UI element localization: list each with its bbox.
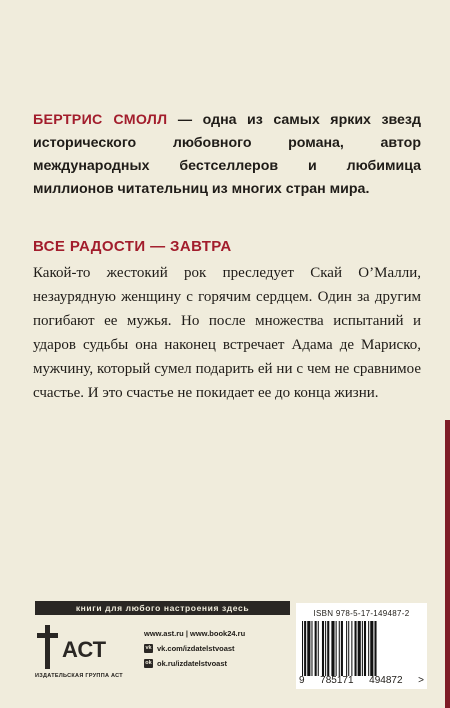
publisher-name: ИЗДАТЕЛЬСКАЯ ГРУППА АСТ bbox=[35, 673, 123, 679]
logo-lettering: АСТ bbox=[62, 637, 107, 662]
book-title: ВСЕ РАДОСТИ — ЗАВТРА bbox=[33, 238, 232, 255]
publisher-links bbox=[144, 627, 292, 672]
website-links[interactable]: www.ast.ru | www.book24.ru bbox=[144, 628, 246, 638]
barcode-stripe bbox=[327, 621, 329, 676]
barcode-stripe bbox=[351, 621, 352, 676]
barcode-stripe bbox=[322, 621, 324, 676]
barcode-stripe bbox=[325, 621, 326, 676]
book-annotation: Какой-то жестокий рок преследует Скай О’Малли, незаурядную женщину с горячим сердцем. Один за другим погибают ее мужья. Но после множества испытаний и ударов судьбы она наконец встречает Адама де Мариско, мужчину, который сумел подарить ей ни с чем не сравнимое счастье. И это счастье не покидает ее до конца жизни. bbox=[33, 265, 421, 401]
barcode-stripe bbox=[355, 621, 357, 676]
publisher-logo bbox=[35, 623, 135, 671]
barcode-stripe bbox=[348, 621, 349, 676]
barcode-stripe bbox=[311, 621, 312, 676]
barcode-stripe bbox=[341, 621, 343, 676]
barcode-digit-group: 9 bbox=[299, 675, 305, 686]
vk-link[interactable]: vk.com/izdatelstvoast bbox=[157, 643, 235, 653]
barcode-digits bbox=[296, 675, 427, 686]
barcode-stripe bbox=[302, 621, 303, 676]
barcode-stripe bbox=[339, 621, 340, 676]
website-row bbox=[144, 627, 292, 639]
barcode-stripe bbox=[331, 621, 334, 676]
ok-icon: ok bbox=[145, 659, 152, 666]
isbn-number: ISBN 978-5-17-149487-2 bbox=[313, 609, 410, 618]
spine-accent-bar bbox=[445, 420, 450, 708]
barcode-stripe bbox=[336, 621, 337, 676]
barcode-stripe bbox=[364, 621, 366, 676]
vk-row bbox=[144, 642, 292, 654]
barcode-stripe bbox=[374, 621, 376, 676]
barcode-stripe bbox=[304, 621, 306, 676]
barcode-digit-group: 494872 bbox=[369, 675, 403, 686]
author-intro bbox=[33, 109, 421, 201]
author-description: — одна из самых ярких звезд исторического любовного романа, автор международных бестселлеров и любимица миллионов читательниц из многих стран мира. bbox=[33, 112, 421, 197]
barcode-stripe bbox=[368, 621, 369, 676]
barcode-stripe bbox=[315, 621, 317, 676]
tagline-banner: книги для любого настроения здесь bbox=[35, 601, 290, 615]
barcode-stripe bbox=[358, 621, 361, 676]
ok-row bbox=[144, 657, 292, 669]
vk-icon: vk bbox=[145, 644, 152, 651]
barcode-icon bbox=[300, 621, 422, 676]
barcode-stripe bbox=[362, 621, 363, 676]
author-name: БЕРТРИС СМОЛЛ bbox=[33, 112, 168, 128]
barcode-stripe bbox=[370, 621, 373, 676]
ok-link[interactable]: ok.ru/izdatelstvoast bbox=[157, 658, 228, 668]
barcode-digit-group: 785171 bbox=[320, 675, 354, 686]
barcode-stripe bbox=[307, 621, 310, 676]
isbn-barcode-box bbox=[296, 603, 427, 689]
barcode-stripe bbox=[318, 621, 319, 676]
barcode-stripe bbox=[346, 621, 347, 676]
ast-logo-icon bbox=[35, 623, 135, 671]
barcode-digit-group: > bbox=[418, 675, 424, 686]
